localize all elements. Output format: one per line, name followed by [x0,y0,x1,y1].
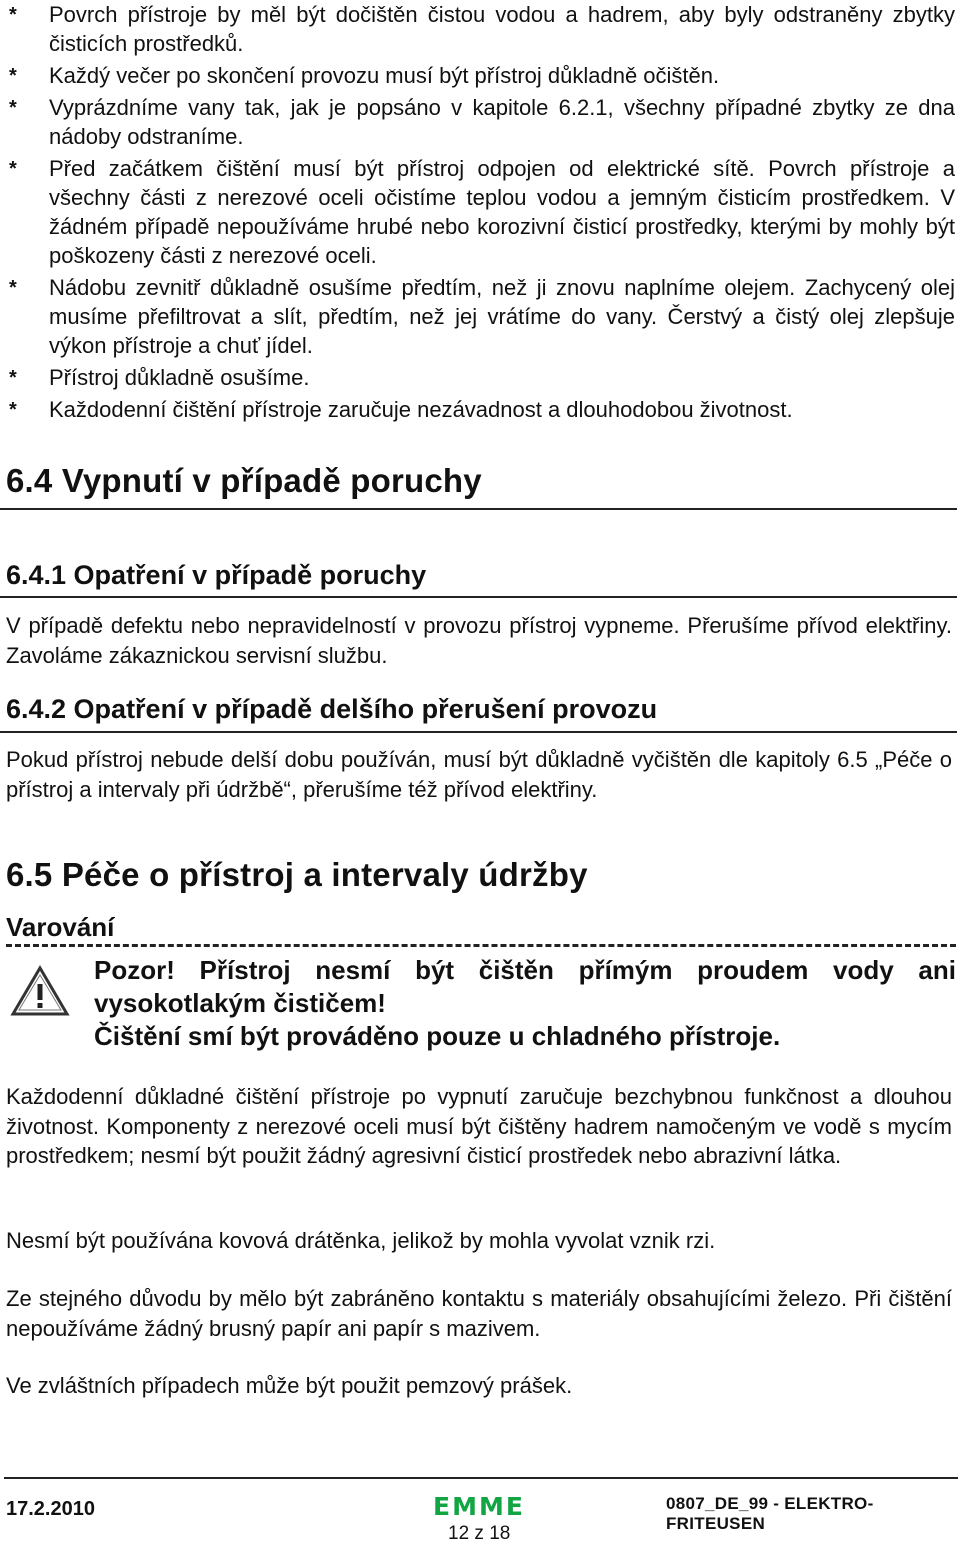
heading-divider [0,731,957,733]
footer-divider [4,1477,958,1479]
warning-line: Čištění smí být prováděno pouze u chladného přístroje. [94,1021,781,1051]
footer-date: 17.2.2010 [6,1498,95,1520]
subsection-heading-6-4-1: 6.4.1 Opatření v případě poruchy [6,560,427,590]
paragraph: Pokud přístroj nebude delší dobu používán, musí být důkladně vyčištěn dle kapitoly 6.5 „Péče o přístroj a intervaly při údržbě“, přerušíme též přívod elektřiny. [6,747,952,802]
list-item: * Před začátkem čištění musí být přístroj odpojen od elektrické sítě. Povrch přístroje a všechny části z nerezové oceli očistíme teplou vodou a jemným čisticím prostředkem. V žádném případě nepoužíváme hrubé nebo korozivní čisticí prostředky, kterými by mohly být poškozeny části z nerezové oceli. [9,156,955,268]
logo-text: EMME [433,1492,525,1518]
paragraph: Ve zvláštních případech může být použit pemzový prášek. [6,1373,573,1398]
list-item: * Nádobu zevnitř důkladně osušíme předtím, než ji znovu naplníme olejem. Zachycený olej musíme přefiltrovat a slít, předtím, než jej vrátíme do vany. Čerstvý a čistý olej zlepšuje výkon přístroje a chuť jídel. [9,275,955,358]
list-item: * Přístroj důkladně osušíme. [0,363,955,392]
document-id: 0807_DE_99 - ELEKTRO-FRITEUSEN [666,1494,874,1533]
section-heading-6-5: 6.5 Péče o přístroj a intervaly údržby [6,856,588,893]
asterisk-bullet-icon: * [9,4,17,26]
heading-divider [0,596,957,598]
warning-line: Pozor! Přístroj nesmí být čištěn přímým proudem vody ani vysokotlakým čističem! [94,955,956,1018]
list-item: * Každodenní čištění přístroje zaručuje nezávadnost a dlouhodobou životnost. [0,395,955,424]
emme-logo [422,1492,536,1518]
paragraph: Nesmí být používána kovová drátěnka, jelikož by mohla vyvolat vznik rzi. [6,1228,716,1253]
list-item: * Vyprázdníme vany tak, jak je popsáno v kapitole 6.2.1, všechny případné zbytky ze dna nádoby odstraníme. [9,95,955,149]
asterisk-bullet-icon: * [9,97,17,119]
warning-divider [6,944,956,947]
asterisk-bullet-icon: * [9,367,17,389]
subsection-heading-6-4-2: 6.4.2 Opatření v případě delšího přerušení provozu [6,694,658,724]
warning-triangle-icon [10,965,70,1017]
asterisk-bullet-icon: * [9,277,17,299]
section-heading-6-4: 6.4 Vypnutí v případě poruchy [6,462,482,499]
warning-message [94,954,956,1053]
heading-divider [0,508,957,510]
warning-label: Varování [6,912,115,942]
asterisk-bullet-icon: * [9,65,17,87]
page-number: 12 z 18 [448,1523,511,1544]
paragraph: V případě defektu nebo nepravidelností v provozu přístroj vypneme. Přerušíme přívod elektřiny. Zavoláme zákaznickou servisní službu. [6,613,952,668]
asterisk-bullet-icon: * [9,158,17,180]
asterisk-bullet-icon: * [9,399,17,421]
paragraph: Ze stejného důvodu by mělo být zabráněno kontaktu s materiály obsahujícími železo. Při čištění nepoužíváme žádný brusný papír ani papír s mazivem. [6,1286,952,1341]
paragraph: Každodenní důkladné čištění přístroje po vypnutí zaručuje bezchybnou funkčnost a dlouhou životnost. Komponenty z nerezové oceli musí být čištěny hadrem namočeným ve vodě s mycím prostředkem; nesmí být použit žádný agresivní čisticí prostředek nebo abrazivní látka. [6,1084,952,1168]
cleaning-bullet-list [0,0,955,427]
list-item: * Každý večer po skončení provozu musí být přístroj důkladně očištěn. [0,61,955,90]
list-item: * Povrch přístroje by měl být dočištěn čistou vodou a hadrem, aby byly odstraněny zbytky čisticích prostředků. [9,2,955,56]
